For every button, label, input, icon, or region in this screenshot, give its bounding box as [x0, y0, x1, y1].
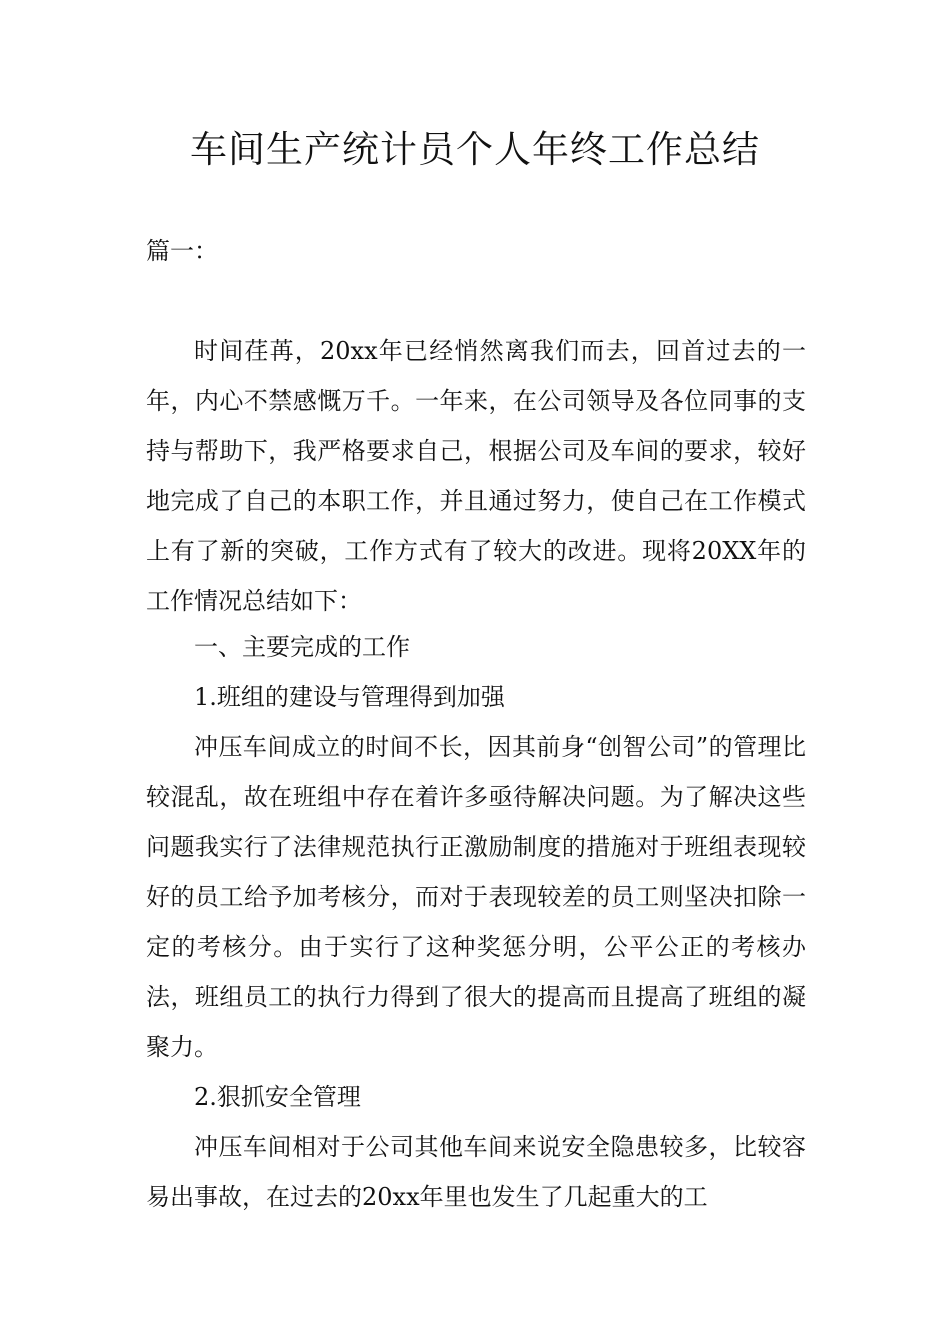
paragraph-safety: 冲压车间相对于公司其他车间来说安全隐患较多，比较容易出事故，在过去的20xx年里也发生了几起重大的工 — [146, 1133, 806, 1211]
document-title: 车间生产统计员个人年终工作总结 — [190, 128, 760, 171]
paragraph-team-building: 冲压车间成立的时间不长，因其前身“创智公司”的管理比较混乱，故在班组中存在着许多亟待解决问题。为了解决这些问题我实行了法律规范执行正激励制度的措施对于班组表现较好的员工给予加考核分，而对于表现较差的员工则坚决扣除一定的考核分。由于实行了这种奖惩分明，公平公正的考核办法，班组员工的执行力得到了很大的提高而且提高了班组的凝聚力。 — [146, 733, 806, 1061]
heading-main-work: 一、主要完成的工作 — [194, 633, 410, 661]
section-label: 篇一： — [146, 237, 218, 265]
safety-block — [146, 1072, 806, 1222]
paragraph-intro: 时间荏苒，20xx年已经悄然离我们而去，回首过去的一年，内心不禁感慨万千。一年来，在公司领导及各位同事的支持与帮助下，我严格要求自己，根据公司及车间的要求，较好地完成了自己的本职工作，并且通过努力，使自己在工作模式上有了新的突破，工作方式有了较大的改进。现将20XX年的工作情况总结如下： — [146, 337, 806, 615]
main-work-block — [146, 622, 806, 1072]
subheading-safety: 2.狠抓安全管理 — [194, 1083, 361, 1111]
intro-block — [146, 326, 806, 626]
subheading-team-building: 1.班组的建设与管理得到加强 — [194, 683, 505, 711]
